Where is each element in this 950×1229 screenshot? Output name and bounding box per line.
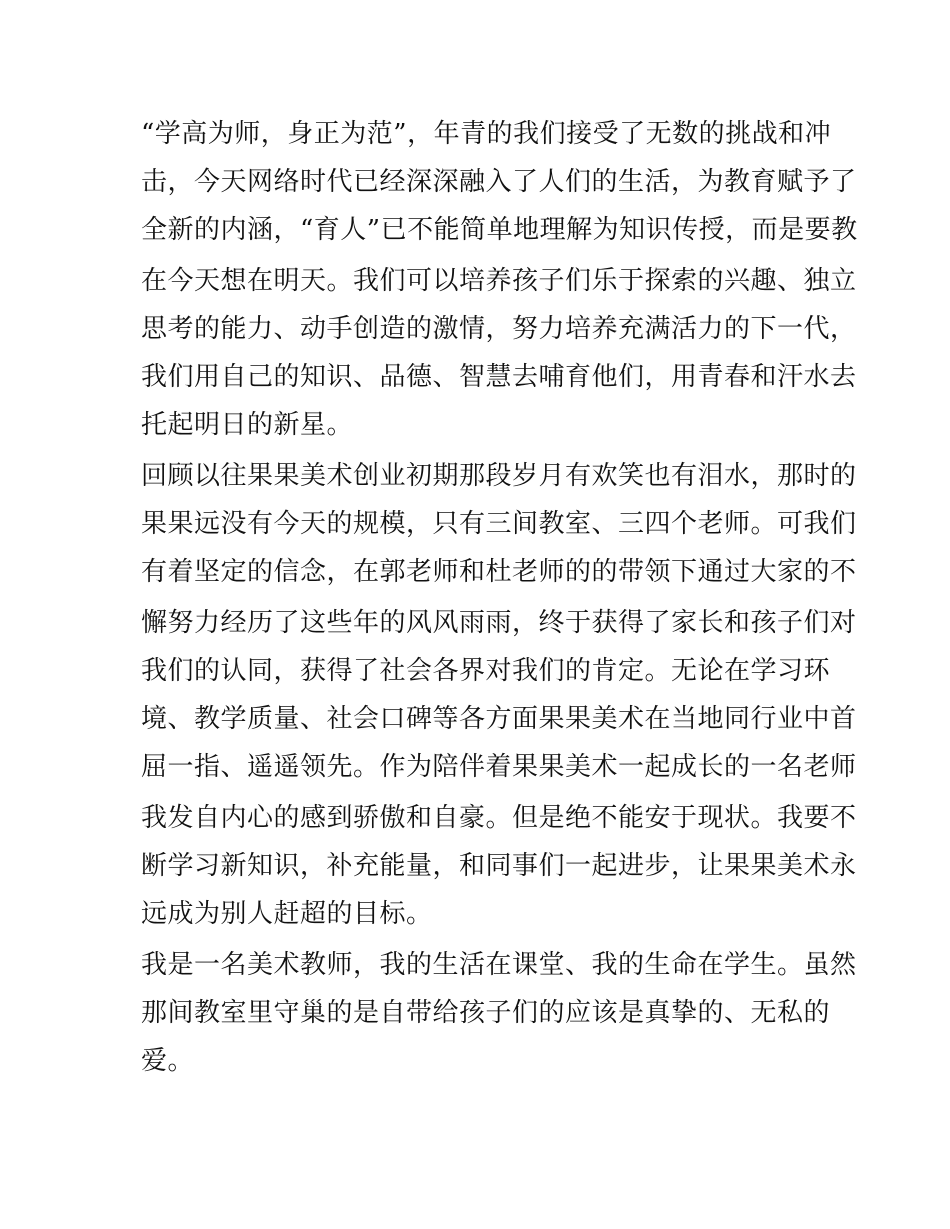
text-line: 爱。 bbox=[141, 1046, 195, 1076]
text-line: 果果远没有今天的规模，只有三间教室、三四个老师。可我们 bbox=[141, 509, 857, 539]
text-line: 我们的认同，获得了社会各界对我们的肯定。无论在学习环 bbox=[141, 656, 831, 686]
text-line: 屈一指、遥遥领先。作为陪伴着果果美术一起成长的一名老师 bbox=[141, 752, 857, 782]
text-line: 我们用自己的知识、品德、智慧去哺育他们，用青春和汗水去 bbox=[141, 362, 857, 392]
text-line: 远成为别人赶超的目标。 bbox=[141, 899, 433, 929]
text-line: 我是一名美术教师，我的生活在课堂、我的生命在学生。虽然 bbox=[141, 950, 857, 980]
text-line: 回顾以往果果美术创业初期那段岁月有欢笑也有泪水，那时的 bbox=[141, 461, 857, 491]
text-line: 断学习新知识，补充能量，和同事们一起进步，让果果美术永 bbox=[141, 851, 857, 881]
text-line: 在今天想在明天。我们可以培养孩子们乐于探索的兴趣、独立 bbox=[141, 266, 857, 296]
text-line: 那间教室里守巢的是自带给孩子们的应该是真挚的、无私的 bbox=[141, 998, 831, 1028]
text-line: 我发自内心的感到骄傲和自豪。但是绝不能安于现状。我要不 bbox=[141, 803, 857, 833]
text-line: 有着坚定的信念，在郭老师和杜老师的的带领下通过大家的不 bbox=[141, 557, 857, 587]
text-line: 思考的能力、动手创造的激情，努力培养充满活力的下一代， bbox=[141, 314, 857, 344]
text-line: “学高为师，身正为范”，年青的我们接受了无数的挑战和冲 bbox=[141, 119, 832, 149]
text-line: 懈努力经历了这些年的风风雨雨，终于获得了家长和孩子们对 bbox=[141, 608, 857, 638]
text-line: 击，今天网络时代已经深深融入了人们的生活，为教育赋予了 bbox=[141, 167, 857, 197]
text-line: 托起明日的新星。 bbox=[141, 410, 354, 440]
text-line: 全新的内涵，“育人”已不能简单地理解为知识传授，而是要教 bbox=[141, 215, 858, 245]
text-line: 境、教学质量、社会口碑等各方面果果美术在当地同行业中首 bbox=[141, 704, 857, 734]
